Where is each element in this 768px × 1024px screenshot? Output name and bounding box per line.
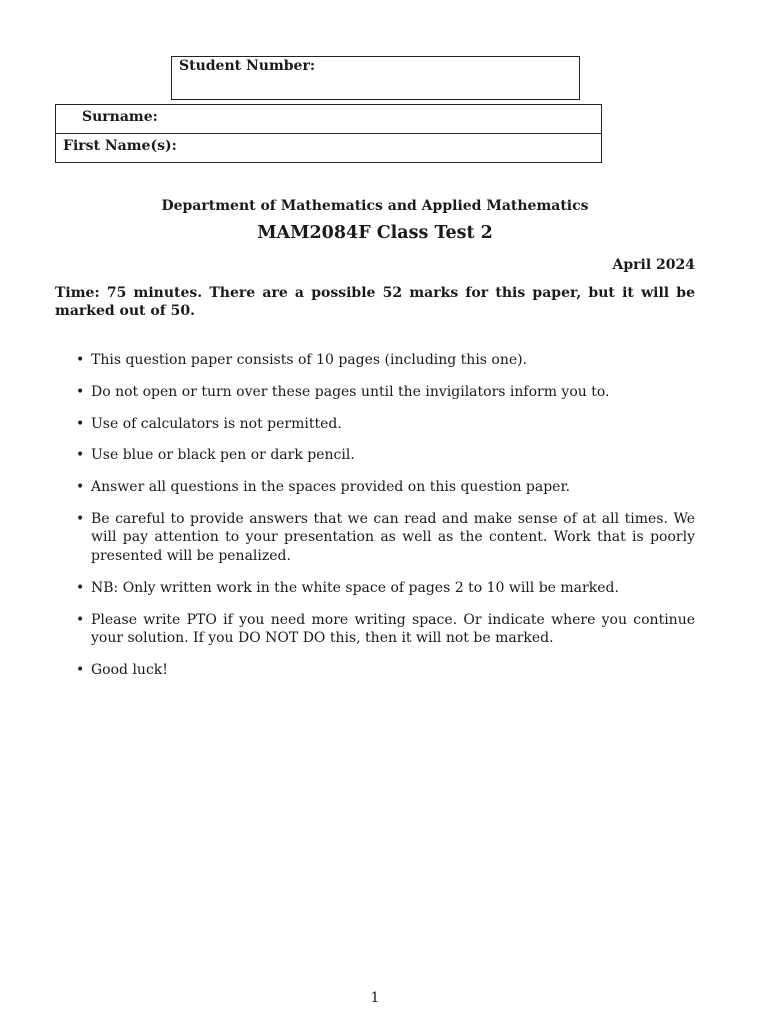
instruction-item [55, 383, 695, 402]
bullet-icon: • [76, 415, 85, 432]
instruction-item [55, 415, 695, 434]
instruction-text: Please write PTO if you need more writing space. Or indicate where you continue your solution. If you DO NOT DO this, then it will not be marked. [91, 611, 695, 647]
instruction-text: Good luck! [91, 661, 168, 678]
instruction-item [55, 510, 695, 566]
instruction-text: Do not open or turn over these pages until the invigilators inform you to. [91, 383, 610, 400]
surname-field[interactable] [56, 105, 601, 133]
bullet-icon: • [76, 383, 85, 400]
instruction-text: Be careful to provide answers that we can read and make sense of at all times. We will pay attention to your presentation as well as the content. Work that is poorly presented will be penalized. [91, 510, 695, 564]
bullet-icon: • [76, 352, 85, 368]
instruction-text: Use blue or black pen or dark pencil. [91, 447, 355, 464]
instruction-text: Use of calculators is not permitted. [91, 415, 342, 432]
instruction-text: This question paper consists of 10 pages (including this one). [91, 352, 528, 368]
instruction-item [55, 446, 695, 465]
instruction-text: NB: Only written work in the white space of pages 2 to 10 will be marked. [91, 579, 619, 596]
test-date: April 2024 [612, 257, 695, 273]
first-names-label: First Name(s): [63, 138, 177, 154]
bullet-icon: • [76, 661, 85, 678]
instruction-item [55, 351, 695, 370]
instruction-item [55, 579, 695, 598]
time-note: Time: 75 minutes. There are a possible 52 marks for this paper, but it will be marked out of 50. [55, 285, 695, 319]
instruction-text: Answer all questions in the spaces provided on this question paper. [91, 479, 571, 496]
bullet-icon: • [76, 510, 85, 527]
name-table [55, 104, 602, 163]
student-number-label: Student Number: [179, 58, 316, 74]
bullet-icon: • [76, 579, 85, 596]
instruction-item [55, 661, 695, 680]
test-title: MAM2084F Class Test 2 [257, 223, 493, 243]
surname-label: Surname: [82, 109, 158, 125]
student-number-box[interactable] [171, 56, 580, 100]
first-names-field[interactable] [56, 133, 601, 162]
department-heading: Department of Mathematics and Applied Mathematics [161, 198, 589, 214]
instruction-item [55, 478, 695, 497]
instruction-item [55, 611, 695, 648]
bullet-icon: • [76, 447, 85, 464]
bullet-icon: • [76, 479, 85, 496]
instructions-list [55, 351, 695, 693]
bullet-icon: • [76, 611, 85, 628]
page-number: 1 [370, 990, 380, 1006]
